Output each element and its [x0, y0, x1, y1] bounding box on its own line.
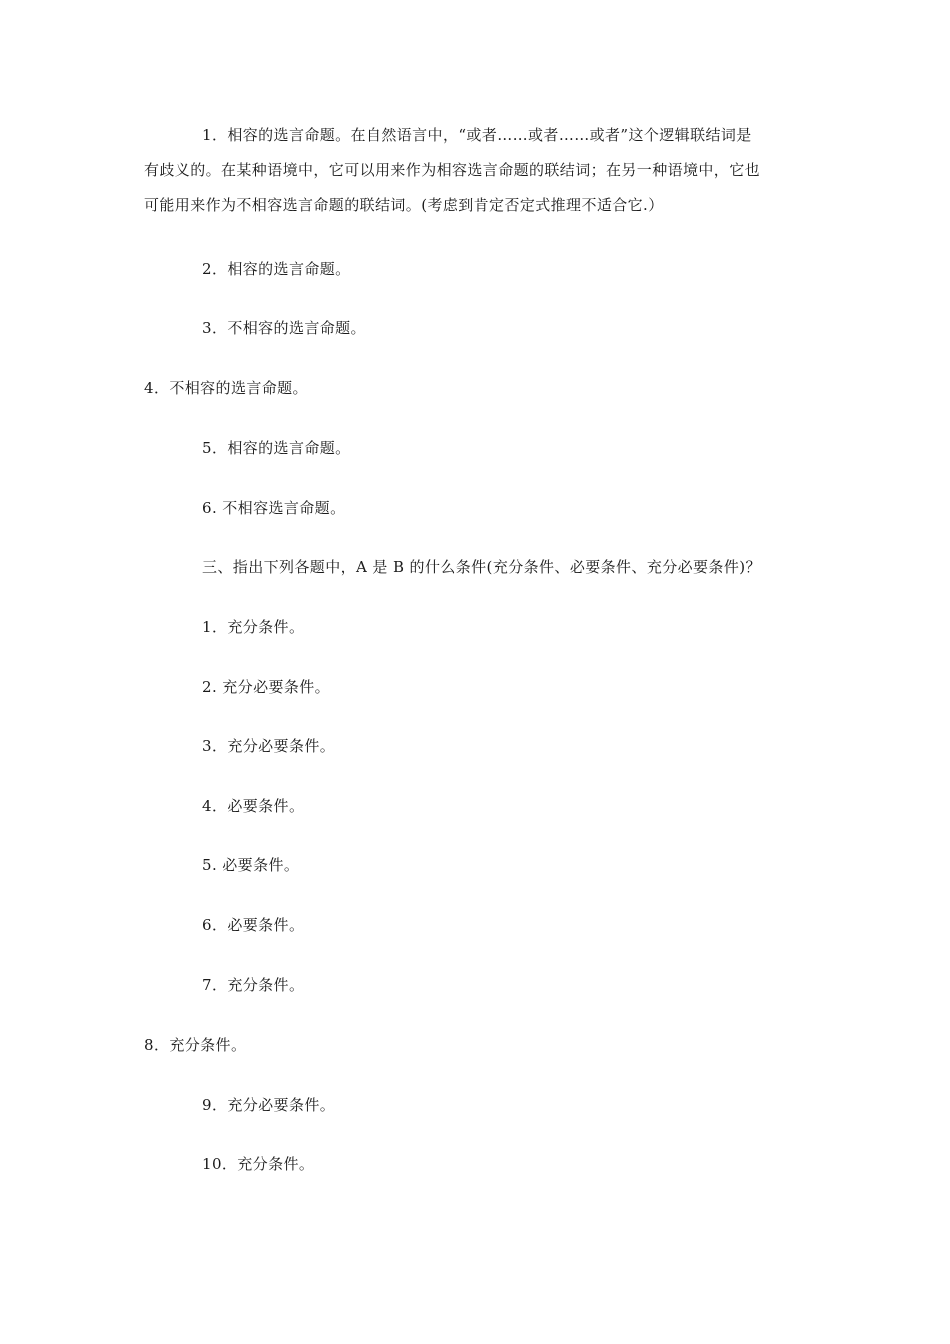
answer-2-1-line-1: 1．相容的选言命题。在自然语言中，“或者……或者……或者”这个逻辑联结词是	[202, 126, 752, 144]
answer-3-6: 6．必要条件。	[202, 916, 305, 934]
answer-3-7: 7．充分条件。	[202, 976, 305, 994]
answer-2-2: 2．相容的选言命题。	[202, 260, 351, 278]
answer-2-3: 3．不相容的选言命题。	[202, 319, 366, 337]
section-3-heading: 三、指出下列各题中，A 是 B 的什么条件(充分条件、必要条件、充分必要条件)？	[202, 558, 761, 576]
answer-2-1-line-3: 可能用来作为不相容选言命题的联结词。(考虑到肯定否定式推理不适合它.）	[144, 196, 664, 214]
answer-2-4: 4．不相容的选言命题。	[144, 379, 308, 397]
answer-3-1: 1．充分条件。	[202, 618, 305, 636]
answer-2-5: 5．相容的选言命题。	[202, 439, 351, 457]
answer-2-1-line-2: 有歧义的。在某种语境中，它可以用来作为相容选言命题的联结词；在另一种语境中，它也	[144, 161, 761, 179]
answer-3-2: 2. 充分必要条件。	[202, 678, 331, 696]
answer-3-9: 9．充分必要条件。	[202, 1096, 336, 1114]
answer-3-10: 10．充分条件。	[202, 1155, 315, 1173]
answer-3-4: 4．必要条件。	[202, 797, 305, 815]
answer-3-3: 3．充分必要条件。	[202, 737, 336, 755]
answer-3-5: 5. 必要条件。	[202, 856, 300, 874]
answer-3-8: 8．充分条件。	[144, 1036, 247, 1054]
answer-2-6: 6. 不相容选言命题。	[202, 499, 346, 517]
